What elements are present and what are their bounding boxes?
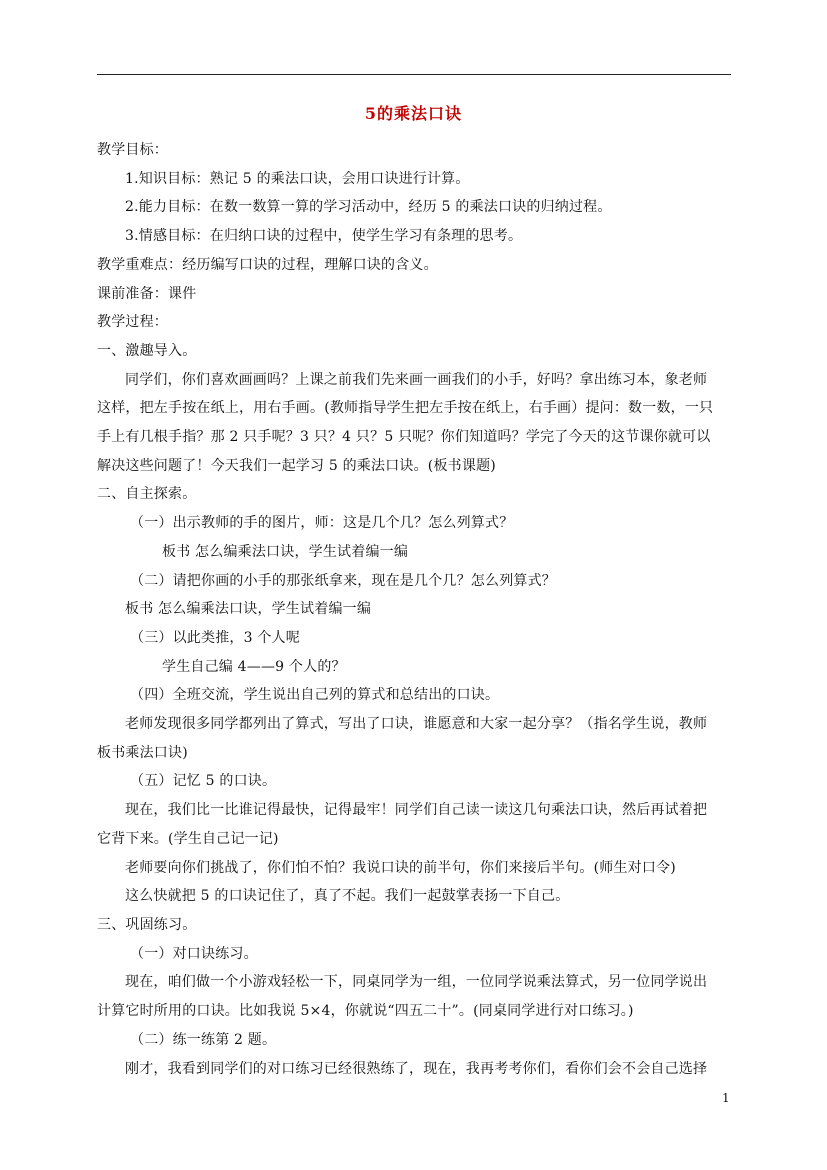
text-line: 它背下来。(学生自己记一记) — [97, 830, 279, 847]
text-line: 课前准备：课件 — [97, 285, 197, 302]
text-line: （四）全班交流，学生说出自己列的算式和总结出的口诀。 — [130, 687, 500, 704]
text-line: 刚才，我看到同学们的对口练习已经很熟练了，现在，我再考考你们，看你们会不会自己选择 — [125, 1060, 708, 1077]
text-line: 学生自己编 4——9 个人的？ — [162, 658, 346, 675]
text-line: 现在，我们比一比谁记得最快，记得最牢！同学们自己读一读这几句乘法口诀，然后再试着把 — [125, 802, 708, 819]
text-line: 老师要向你们挑战了，你们怕不怕？我说口诀的前半句，你们来接后半句。(师生对口令) — [125, 859, 676, 876]
text-line: 教学重难点：经历编写口诀的过程，理解口诀的含义。 — [97, 256, 438, 273]
text-line: 现在，咱们做一个小游戏轻松一下，同桌同学为一组，一位同学说乘法算式，另一位同学说出 — [125, 974, 708, 991]
document-body — [97, 136, 731, 1083]
text-line: 同学们，你们喜欢画画吗？上课之前我们先来画一画我们的小手，好吗？拿出练习本，象老师 — [125, 371, 708, 388]
text-line: 一、激趣导入。 — [97, 342, 197, 359]
text-line: （三）以此类推，3 个人呢 — [130, 629, 300, 646]
page-number: 1 — [722, 1091, 730, 1105]
text-line: （一）出示教师的手的图片，师：这是几个几？怎么列算式？ — [130, 515, 514, 532]
text-line: 2.能力目标：在数一数算一算的学习活动中，经历 5 的乘法口诀的归纳过程。 — [125, 199, 612, 216]
text-line: 板书 怎么编乘法口诀，学生试着编一编 — [162, 543, 409, 560]
text-line: 教学目标： — [97, 142, 168, 158]
text-line: （二）练一练第 2 题。 — [130, 1031, 277, 1048]
text-line: （五）记忆 5 的口诀。 — [130, 773, 277, 790]
text-line: 解决这些问题了！今天我们一起学习 5 的乘法口诀。(板书课题) — [97, 457, 496, 474]
text-line: （二）请把你画的小手的那张纸拿来，现在是几个几？怎么列算式？ — [130, 572, 556, 589]
header-rule — [97, 74, 731, 75]
text-line: 老师发现很多同学都列出了算式，写出了口诀，谁愿意和大家一起分享？（指名学生说，教师 — [125, 716, 708, 733]
text-line: （一）对口诀练习。 — [130, 945, 258, 962]
text-line: 手上有几根手指？那 2 只手呢？3 只？4 只？5 只呢？你们知道吗？学完了今天的这节课你就可以 — [97, 429, 711, 446]
text-line: 二、自主探索。 — [97, 486, 197, 503]
text-line: 这样，把左手按在纸上，用右手画。(教师指导学生把左手按在纸上，右手画）提问：数一数，一只 — [97, 400, 714, 417]
text-line: 板书乘法口诀) — [97, 744, 188, 761]
document-title: 5的乘法口诀 — [364, 104, 463, 123]
text-line: 计算它时所用的口诀。比如我说 5×4，你就说“四五二十”。(同桌同学进行对口练习。) — [97, 1003, 634, 1020]
text-line: 这么快就把 5 的口诀记住了，真了不起。我们一起鼓掌表扬一下自己。 — [125, 888, 570, 905]
text-line: 板书 怎么编乘法口诀，学生试着编一编 — [125, 601, 372, 618]
text-line: 3.情感目标：在归纳口诀的过程中，使学生学习有条理的思考。 — [125, 228, 523, 245]
text-line: 教学过程： — [97, 314, 168, 331]
text-line: 1.知识目标：熟记 5 的乘法口诀，会用口诀进行计算。 — [125, 170, 470, 187]
text-line: 三、巩固练习。 — [97, 916, 197, 933]
